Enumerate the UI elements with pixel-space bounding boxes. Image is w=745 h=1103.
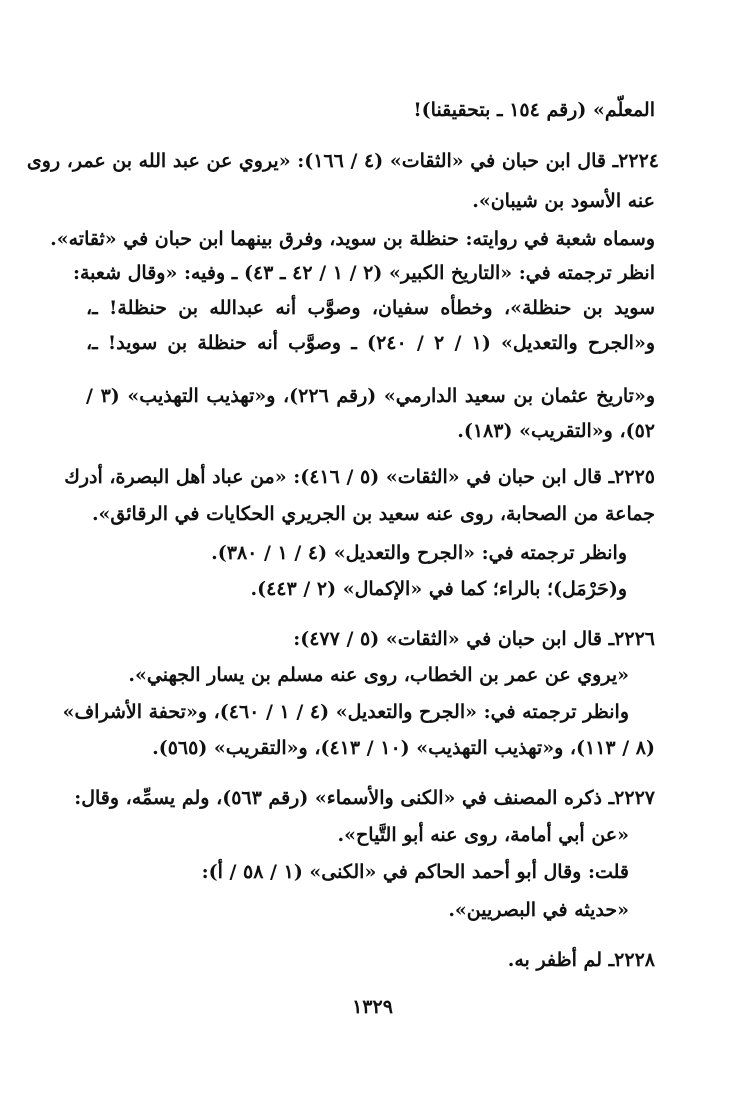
text-line: «يروي عن عمر بن الخطاب، روى عنه مسلم بن يسار الجهني». (128, 664, 629, 686)
text-line: و«تاريخ عثمان بن سعيد الدارمي» (رقم ٢٢٦)، و«تهذيب التهذيب» (٣ / (86, 385, 655, 407)
text-line: وانظر ترجمته في: «الجرح والتعديل» (٤ / ١ / ٤٦٠)، و«تحفة الأشراف» (62, 701, 629, 723)
text-line: قلت: وقال أبو أحمد الحاكم في «الكنى» (١ / ٥٨ / أ): (201, 861, 629, 883)
text-line: المعلّم» (رقم ١٥٤ ـ بتحقيقنا)! (413, 99, 655, 121)
text-line: «عن أبي أمامة، روى عنه أبو التَّياح». (337, 824, 629, 846)
text-line: انظر ترجمته في: «التاريخ الكبير» (٢ / ١ / ٤٢ ـ ٤٣) ـ وفيه: «وقال شعبة: (72, 262, 655, 284)
entry-2228-line: ٢٢٢٨ـ لم أظفر به. (507, 949, 655, 971)
text-line: عنه الأسود بن شيبان». (472, 190, 655, 212)
entry-2224-line: ٢٢٢٤ـ قال ابن حبان في «الثقات» (٤ / ١٦٦): «يروي عن عبد الله بن عمر، روى (26, 150, 659, 172)
text-line: جماعة من الصحابة، روى عنه سعيد بن الجريري الحكايات في الرقائق». (91, 503, 655, 525)
text-line: وسماه شعبة في روايته: حنظلة بن سويد، وفرق بينهما ابن حبان في «ثقاته». (50, 228, 655, 250)
entry-2226-line: ٢٢٢٦ـ قال ابن حبان في «الثقات» (٥ / ٤٧٧): (293, 628, 655, 650)
text-line: ٥٢)، و«التقريب» (١٨٣). (457, 420, 655, 442)
text-line: (٨ / ١١٣)، و«تهذيب التهذيب» (١٠ / ٤١٣)، و«التقريب» (٥٦٥). (152, 737, 655, 759)
entry-2225-line: ٢٢٢٥ـ قال ابن حبان في «الثقات» (٥ / ٤١٦): «من عباد أهل البصرة، أدرك (64, 466, 655, 488)
entry-2227-line: ٢٢٢٧ـ ذكره المصنف في «الكنى والأسماء» (رقم ٥٦٣)، ولم يسمِّه، وقال: (74, 787, 655, 809)
text-line: سويد بن حنظلة»، وخطأه سفيان، وصوَّب أنه عبدالله بن حنظلة! ـ، (86, 297, 655, 319)
text-line: و«الجرح والتعديل» (١ / ٢ / ٢٤٠) ـ وصوَّب أنه حنظلة بن سويد! ـ، (86, 332, 656, 354)
text-line: و(حَرْمَل)؛ بالراء؛ كما في «الإكمال» (٢ / ٤٤٣). (250, 578, 627, 600)
page-number: ١٣٢٩ (352, 996, 393, 1018)
text-line: وانظر ترجمته في: «الجرح والتعديل» (٤ / ١ / ٣٨٠). (211, 542, 627, 564)
text-line: «حديثه في البصريين». (448, 899, 629, 921)
